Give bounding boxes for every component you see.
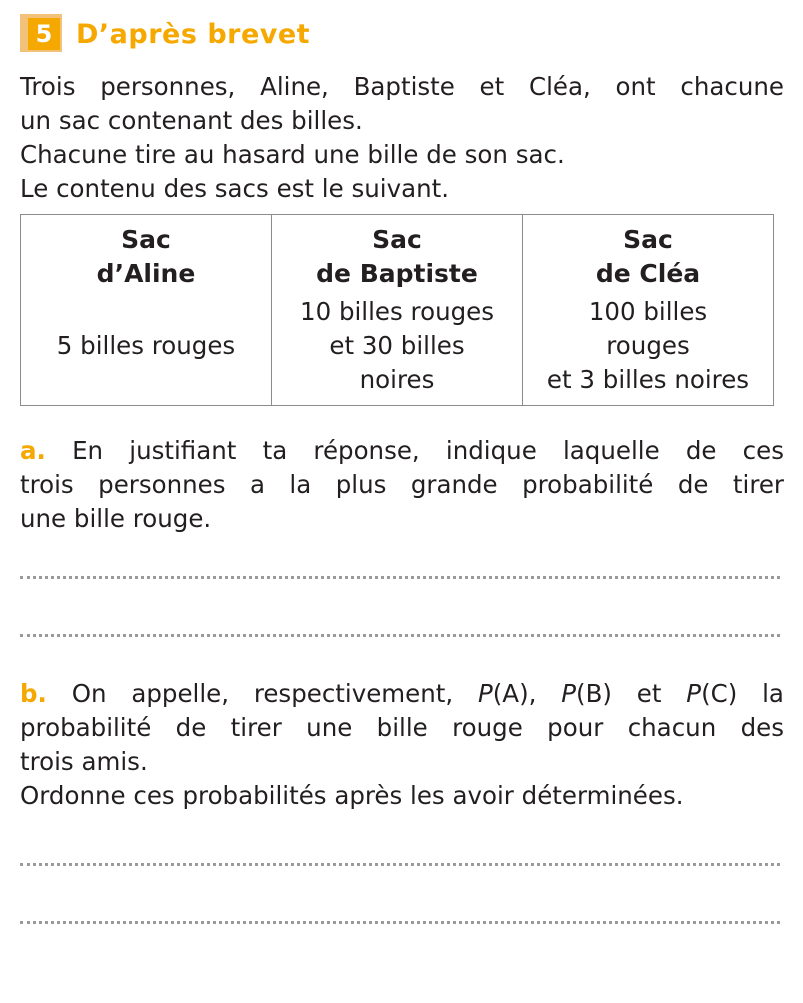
header-aline-line-1: Sac — [121, 225, 171, 254]
prob-a: (A), — [492, 679, 537, 708]
question-a — [20, 434, 784, 536]
header-baptiste-line-2: de Baptiste — [316, 259, 478, 288]
header-clea-line-1: Sac — [623, 225, 673, 254]
cell-baptiste-line-2: et 30 billes — [329, 331, 465, 360]
exercise-title: D’après brevet — [76, 18, 311, 50]
question-a-line-3: une bille rouge. — [20, 504, 212, 533]
prob-symbol-b: P — [561, 679, 577, 708]
question-b-line-4: Ordonne ces probabilités après les avoir déterminées. — [20, 781, 684, 810]
intro-line-4: Le contenu des sacs est le suivant. — [20, 174, 450, 203]
intro-line-1: Trois personnes, Aline, Baptiste et Cléa, ont chacune — [20, 72, 784, 101]
bags-table-header-row — [21, 215, 774, 296]
intro-text — [20, 70, 784, 206]
answer-line-a-2[interactable] — [20, 634, 780, 637]
header-baptiste — [272, 215, 523, 296]
header-clea-line-2: de Cléa — [595, 259, 701, 288]
question-b-line-2: probabilité de tirer une bille rouge pour chacun des — [20, 713, 784, 742]
answer-line-a-1[interactable] — [20, 576, 780, 579]
cell-clea-line-3: et 3 billes noires — [546, 365, 750, 394]
question-a-label: a. — [20, 436, 46, 465]
answer-line-b-2[interactable] — [20, 921, 780, 924]
question-b-label: b. — [20, 679, 47, 708]
exercise-number: 5 — [28, 18, 60, 50]
intro-line-3: Chacune tire au hasard une bille de son sac. — [20, 140, 565, 169]
prob-c: (C) la — [701, 679, 784, 708]
question-a-line-2: trois personnes a la plus grande probabilité de tirer — [20, 470, 784, 499]
cell-baptiste-line-1: 10 billes rouges — [299, 297, 494, 326]
header-aline — [21, 215, 272, 296]
bags-table-content-row — [21, 295, 774, 406]
exercise-header — [20, 12, 784, 56]
question-b-text-1: On appelle, respectivement, — [71, 679, 454, 708]
prob-symbol-a: P — [477, 679, 493, 708]
question-a-line-1 — [20, 434, 784, 468]
prob-b: (B) et — [576, 679, 662, 708]
header-aline-line-2: d’Aline — [96, 259, 196, 288]
exercise-page — [20, 12, 784, 924]
question-b-line-1 — [20, 677, 784, 711]
cell-clea-line-1: 100 billes — [588, 297, 708, 326]
intro-line-2: un sac contenant des billes. — [20, 106, 363, 135]
question-a-text-1: En justifiant ta réponse, indique laquelle de ces — [72, 436, 784, 465]
bags-table — [20, 214, 774, 406]
exercise-number-badge — [20, 14, 66, 54]
header-baptiste-line-1: Sac — [372, 225, 422, 254]
cell-baptiste — [272, 295, 523, 406]
cell-aline — [21, 295, 272, 406]
cell-clea — [523, 295, 774, 406]
question-b — [20, 677, 784, 813]
question-b-line-3: trois amis. — [20, 747, 148, 776]
answer-line-b-1[interactable] — [20, 863, 780, 866]
cell-clea-line-2: rouges — [606, 331, 690, 360]
header-clea — [523, 215, 774, 296]
prob-symbol-c: P — [686, 679, 702, 708]
cell-baptiste-line-3: noires — [359, 365, 435, 394]
cell-aline-line-1: 5 billes rouges — [56, 331, 236, 360]
